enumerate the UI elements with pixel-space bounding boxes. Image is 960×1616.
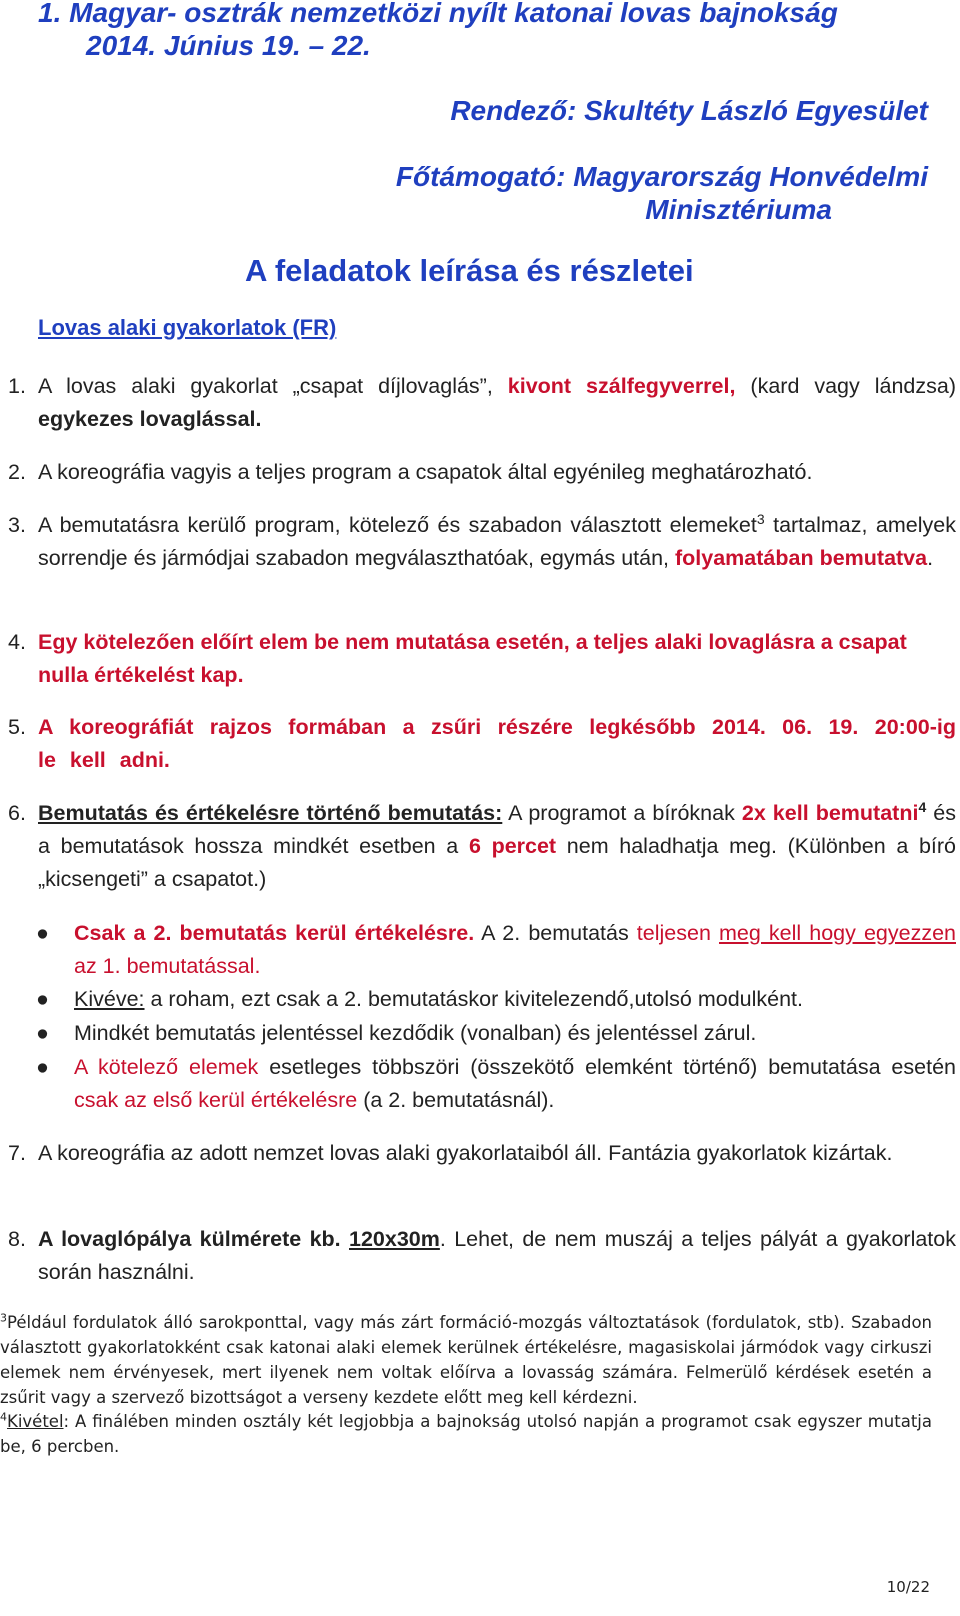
- footnote-4: [0, 1409, 932, 1459]
- item-text: .: [927, 546, 934, 570]
- item-bold-underlined: 120x30m: [349, 1227, 440, 1251]
- list-item-2: [8, 456, 956, 489]
- item-highlight: 2x kell bemutatni: [741, 801, 919, 825]
- organizer: Rendező: Skultéty László Egyesület: [450, 95, 928, 126]
- item-text: nem haladhatja meg. (Különben a bíró „kicsengeti” a csapatot.): [38, 834, 956, 891]
- bullet-item-4: [36, 1051, 956, 1117]
- footnote-3: [0, 1310, 932, 1410]
- footnote-ref: 4: [918, 798, 927, 815]
- item-bold: A lovaglópálya külmérete kb.: [38, 1227, 349, 1251]
- bullet-text: A 2. bemutatás: [474, 921, 637, 945]
- bullet-icon: ●: [36, 1055, 49, 1079]
- footnote-marker: 4: [0, 1410, 7, 1424]
- bullet-text: esetleges többszöri (összekötő elemként történő) bemutatása esetén: [258, 1055, 956, 1079]
- item-number: 5.: [8, 715, 26, 739]
- item-highlight: 6 percet: [468, 834, 557, 858]
- bullet-red-text: A kötelező elemek: [74, 1055, 259, 1079]
- item-text: A lovas alaki gyakorlat „csapat díjlovaglás”,: [38, 374, 508, 398]
- bullet-text: a roham, ezt csak a 2. bemutatáskor kivitelezendő,utolsó modulként.: [144, 987, 803, 1011]
- list-item-7: [8, 1137, 956, 1170]
- item-text: . Lehet, de nem muszáj a teljes pályát a gyakorlatok során használni.: [38, 1227, 956, 1284]
- item-number: 8.: [8, 1227, 26, 1251]
- bullet-item-2: [36, 983, 956, 1016]
- list-item-6: [8, 797, 956, 896]
- sponsor-line-1: Főtámogató: Magyarország Honvédelmi: [395, 161, 928, 192]
- footnote-marker: 3: [0, 1311, 7, 1325]
- subheading: Lovas alaki gyakorlatok (FR): [38, 315, 337, 340]
- item-text: A programot a bíróknak: [502, 801, 742, 825]
- bullet-highlight: Csak a 2. bemutatás kerül értékelésre.: [74, 921, 475, 945]
- item-text: és a bemutatások hossza mindkét esetben a: [38, 801, 956, 858]
- list-item-3: [8, 509, 956, 575]
- bullet-item-1: [36, 917, 956, 983]
- bullet-text: (a 2. bemutatásnál).: [357, 1088, 555, 1112]
- item-highlight: kivont szálfegyverrel,: [507, 374, 736, 398]
- sponsor-line-2: Minisztériuma: [645, 194, 832, 225]
- bullet-item-3: [36, 1017, 956, 1050]
- page-number: 10/22: [886, 1578, 930, 1596]
- list-item-8: [8, 1223, 956, 1289]
- bullet-text: Mindkét bemutatás jelentéssel kezdődik (vonalban) és jelentéssel zárul.: [74, 1021, 757, 1045]
- item-text: A koreográfia vagyis a teljes program a csapatok által egyénileg meghatározható.: [38, 460, 813, 484]
- item-text: A bemutatásra kerülő program, kötelező és szabadon választott elemeket: [38, 513, 757, 537]
- bullet-icon: ●: [36, 987, 49, 1011]
- footnote-label: Kivétel: [7, 1412, 64, 1431]
- document-title: [38, 0, 838, 62]
- list-item-5: [8, 711, 956, 777]
- bullet-red-text: csak az első kerül értékelésre: [74, 1088, 358, 1112]
- bullet-underlined: Kivéve:: [74, 987, 145, 1011]
- item-text: tartalmaz, amelyek sorrendje és jármódjai szabadon megválaszthatóak, egymás után,: [38, 513, 956, 570]
- main-sponsor: [328, 160, 928, 226]
- item-bold: egykezes lovaglással.: [38, 407, 262, 431]
- item-number: 6.: [8, 801, 26, 825]
- list-item-1: [8, 370, 956, 436]
- item-number: 2.: [8, 460, 26, 484]
- item-highlight: A koreográfiát rajzos formában a zsűri részére legkésőbb 2014. 06. 19. 20:00-ig le kell adni.: [38, 715, 956, 772]
- list-item-4: [8, 626, 956, 692]
- item-text: (kard vagy lándzsa): [735, 374, 956, 398]
- item-bold-underlined: Bemutatás és értékelésre történő bemutatás:: [38, 801, 503, 825]
- title-line-2: 2014. Június 19. – 22.: [86, 30, 371, 61]
- bullet-icon: ●: [36, 921, 49, 945]
- item-number: 4.: [8, 630, 26, 654]
- bullet-red-text: teljesen: [636, 921, 719, 945]
- item-number: 3.: [8, 513, 26, 537]
- bullet-red-text: az 1. bemutatással.: [74, 954, 261, 978]
- footnote-ref: 3: [756, 510, 765, 527]
- item-highlight: folyamatában bemutatva: [675, 546, 928, 570]
- item-number: 7.: [8, 1141, 26, 1165]
- item-text: A koreográfia az adott nemzet lovas alaki gyakorlataiból áll. Fantázia gyakorlatok kizártak.: [38, 1141, 893, 1165]
- item-highlight: Egy kötelezően előírt elem be nem mutatása esetén, a teljes alaki lovaglásra a csapat nulla értékelést kap.: [38, 630, 907, 687]
- footnote-text: : A finálében minden osztály két legjobbja a bajnokság utolsó napján a programot csak egyszer mutatja be, 6 percben.: [0, 1412, 932, 1456]
- bullet-red-underlined: meg kell hogy egyezzen: [719, 921, 956, 945]
- footnote-text: Például fordulatok álló sarokponttal, vagy más zárt formáció-mozgás változtatások (fordulatok, stb). Szabadon választott gyakorlatokként csak katonai alaki elemek kerülnek értékelésre, magasiskolai jármódok vagy cirkuszi elemek nem érvényesek, mert ilyenek nem voltak előírva a lovasság számára. Felmerülő kérdések esetén a zsűrit vagy a szervező bizottságot a verseny kezdete előtt meg kell kérdezni.: [0, 1313, 932, 1407]
- item-number: 1.: [8, 374, 26, 398]
- bullet-icon: ●: [36, 1021, 49, 1045]
- section-heading: A feladatok leírása és részletei: [245, 253, 694, 288]
- title-line-1: 1. Magyar- osztrák nemzetközi nyílt katonai lovas bajnokság: [38, 0, 838, 28]
